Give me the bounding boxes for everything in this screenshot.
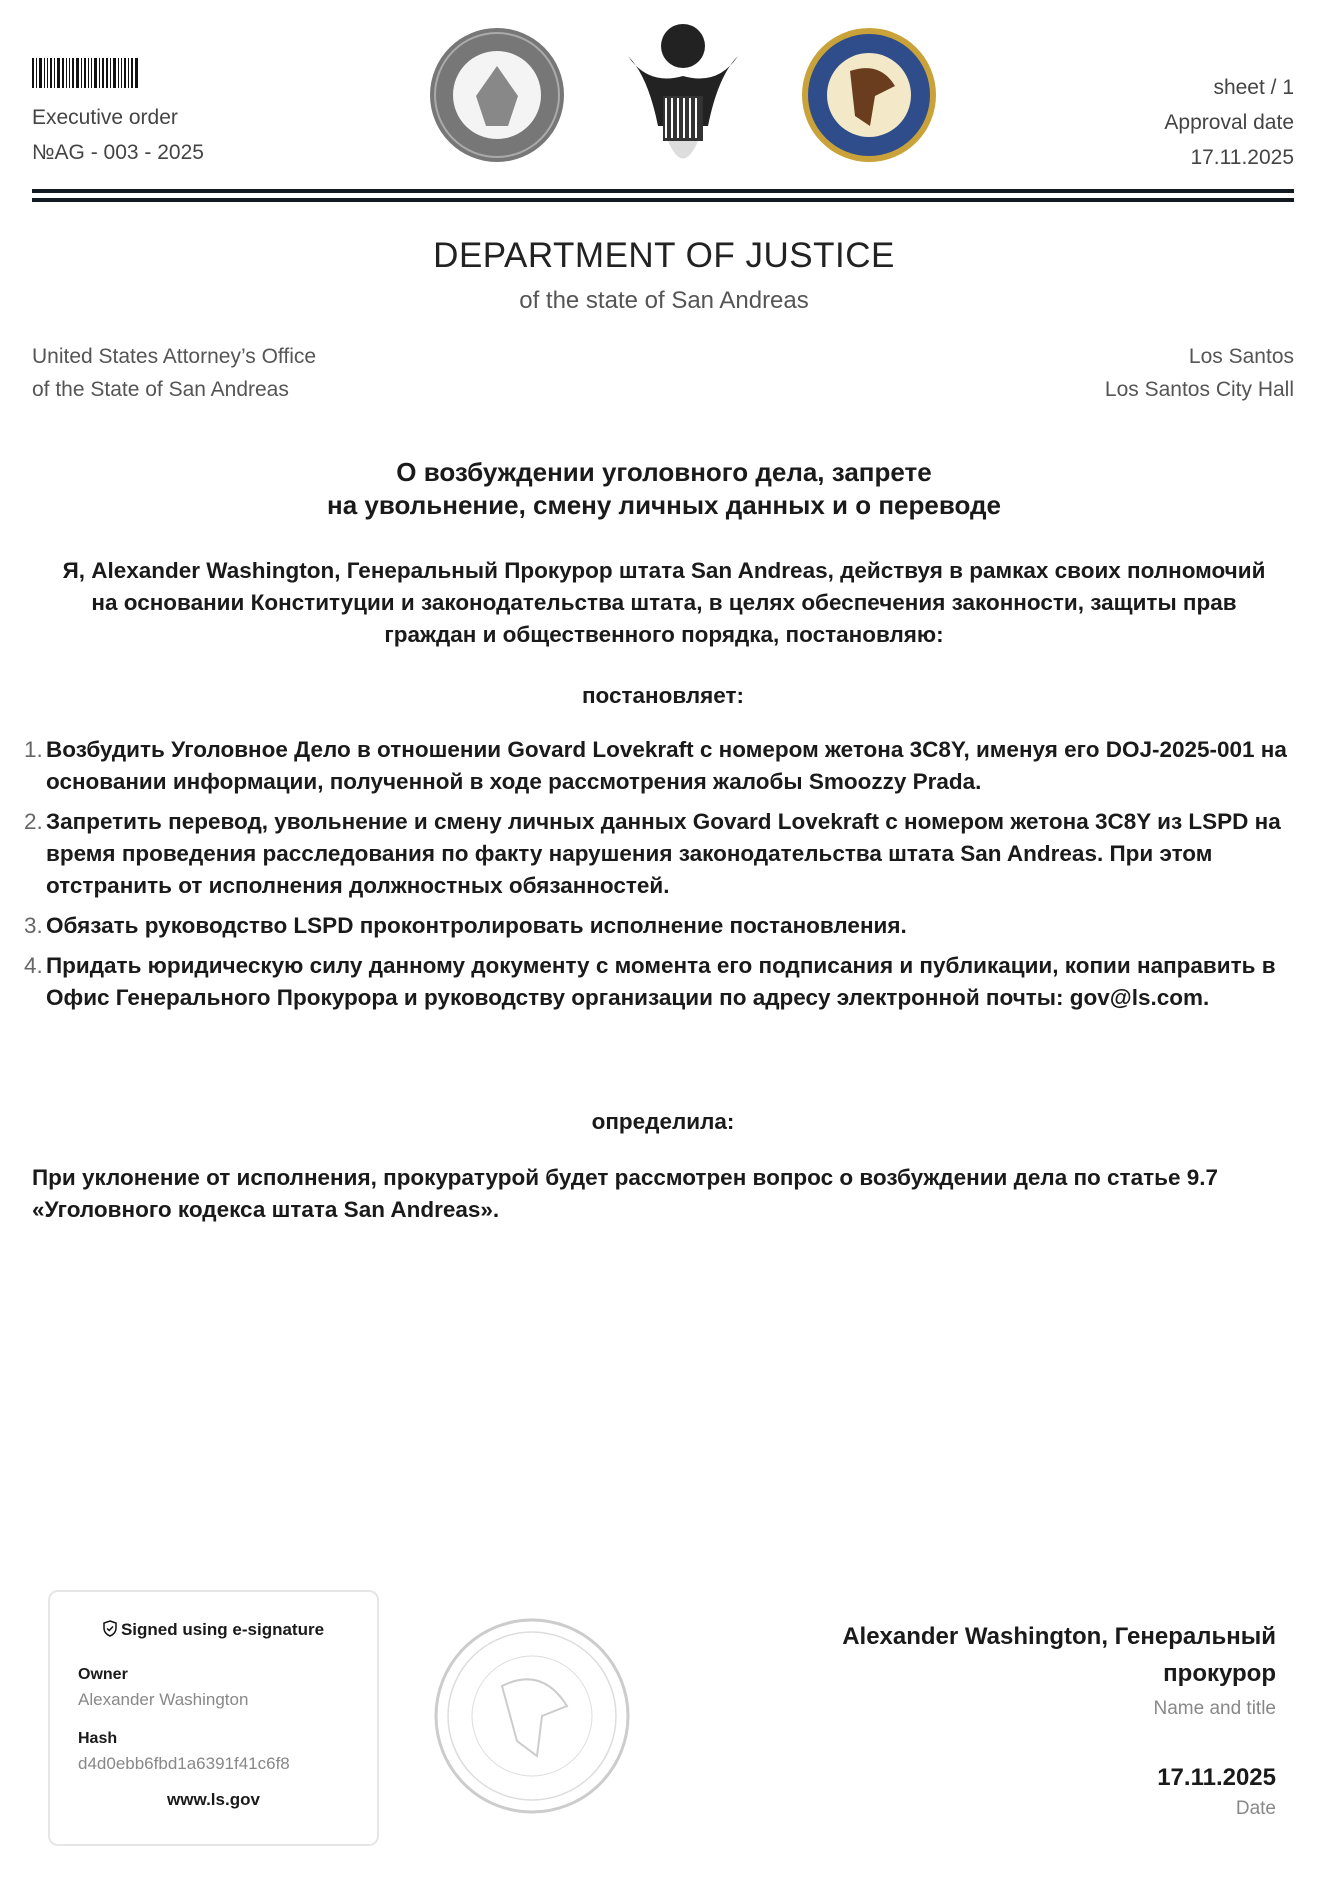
header-left [32, 58, 204, 170]
barcode [32, 58, 204, 88]
divider [32, 189, 1294, 193]
item-text: Обязать руководство LSPD проконтролировать исполнение постановления. [46, 913, 907, 938]
barcode-bar [128, 58, 129, 88]
owner-label: Owner [78, 1666, 128, 1683]
list-item [24, 950, 1294, 1014]
barcode-bar [44, 58, 45, 88]
signer-name: Alexander Washington, Генеральный прокурор [842, 1623, 1276, 1687]
heading-line: О возбуждении уголовного дела, запрете [396, 457, 932, 487]
barcode-bar [110, 58, 111, 88]
hash-label: Hash [78, 1730, 118, 1747]
doj-seal [800, 26, 938, 164]
item-number: 4. [24, 953, 43, 978]
hash-value: d4d0ebb6fbd1a6391f41c6f8 [78, 1754, 290, 1773]
item-text: Придать юридическую силу данному документу с момента его подписания и публикации, копии направить в Офис Генерального Прокурора и руководству организации по адресу электронной почты: gov@ls.com. [46, 953, 1276, 1010]
intro-paragraph: Я, Alexander Washington, Генеральный Прокурор штата San Andreas, действуя в рамках своих полномочий на основании Конституции и законодательства штата, в целях обеспечения законности, защиты прав граждан и общественного порядка, постановляю: [62, 558, 1266, 647]
address-right [1105, 340, 1294, 406]
signature-title [78, 1620, 349, 1640]
barcode-bar [113, 58, 116, 88]
barcode-bar [39, 58, 42, 88]
header-right [1164, 70, 1294, 175]
barcode-bar [66, 58, 67, 88]
state-seal [428, 26, 566, 164]
shield-check-icon [103, 1620, 117, 1637]
barcode-bar [106, 58, 108, 88]
barcode-bar [135, 58, 138, 88]
barcode-bar [121, 58, 122, 88]
barcode-bar [76, 58, 79, 88]
page-title: DEPARTMENT OF JUSTICE [433, 236, 895, 275]
signer-date: 17.11.2025 [1157, 1764, 1276, 1791]
signature-title-text: Signed using e-signature [120, 1620, 325, 1639]
eagle-emblem [618, 16, 748, 174]
barcode-bar [124, 58, 126, 88]
barcode-bar [47, 58, 48, 88]
signature-site-link[interactable]: www.ls.gov [167, 1790, 260, 1809]
barcode-bar [88, 58, 89, 88]
barcode-bar [72, 58, 74, 88]
barcode-bar [131, 58, 133, 88]
item-number: 3. [24, 913, 43, 938]
barcode-bar [50, 58, 52, 88]
barcode-bar [91, 58, 92, 88]
resolution-list [24, 734, 1294, 1022]
signer-block [806, 1618, 1276, 1820]
owner-value: Alexander Washington [78, 1690, 249, 1709]
approval-date: 17.11.2025 [1190, 146, 1294, 169]
doc-type: Executive order [32, 106, 178, 129]
address-left [32, 340, 316, 406]
address-line: Los Santos [1188, 345, 1294, 368]
barcode-bar [62, 58, 64, 88]
barcode-bar [36, 58, 37, 88]
determined-label: определила: [591, 1109, 735, 1134]
e-signature-box [48, 1590, 379, 1846]
address-line: United States Attorney’s Office [32, 345, 317, 368]
item-number: 2. [24, 809, 43, 834]
barcode-bar [32, 58, 34, 88]
barcode-bar [81, 58, 82, 88]
signer-date-label: Date [1235, 1798, 1276, 1819]
barcode-bar [99, 58, 100, 88]
item-text: Возбудить Уголовное Дело в отношении Govard Lovekraft с номером жетона 3C8Y, именуя его DOJ-2025-001 на основании информации, полученной в ходе рассмотрения жалобы Smoozzy Prada. [46, 737, 1287, 794]
list-item [24, 806, 1294, 902]
heading-line: на увольнение, смену личных данных и о переводе [327, 490, 1001, 520]
barcode-bar [54, 58, 55, 88]
item-number: 1. [24, 737, 43, 762]
document-heading [0, 456, 1328, 522]
barcode-bar [102, 58, 104, 88]
barcode-bar [69, 58, 70, 88]
doc-number: №AG - 003 - 2025 [32, 141, 204, 164]
resolves-label: постановляет: [581, 683, 745, 708]
address-line: Los Santos City Hall [1104, 378, 1294, 401]
barcode-bar [84, 58, 86, 88]
barcode-bar [57, 58, 60, 88]
sheet-number: sheet / 1 [1213, 76, 1294, 99]
conclusion-paragraph: При уклонение от исполнения, прокуратурой будет рассмотрен вопрос о возбуждении дела по статье 9.7 «Уголовного кодекса штата San Andreas». [32, 1165, 1218, 1222]
item-text: Запретить перевод, увольнение и смену личных данных Govard Lovekraft с номером жетона 3C8Y из LSPD на время проведения расследования по факту нарушения законодательства штата San Andreas. При этом отстранить от исполнения должностных обязанностей. [46, 809, 1281, 898]
signer-name-label: Name and title [1153, 1698, 1276, 1719]
list-item [24, 910, 1294, 942]
page-subtitle: of the state of San Andreas [519, 287, 809, 314]
divider [32, 198, 1294, 202]
barcode-bar [94, 58, 97, 88]
approval-label: Approval date [1164, 111, 1294, 134]
doj-stamp [432, 1616, 632, 1816]
address-line: of the State of San Andreas [32, 378, 289, 401]
list-item [24, 734, 1294, 798]
barcode-bar [118, 58, 119, 88]
